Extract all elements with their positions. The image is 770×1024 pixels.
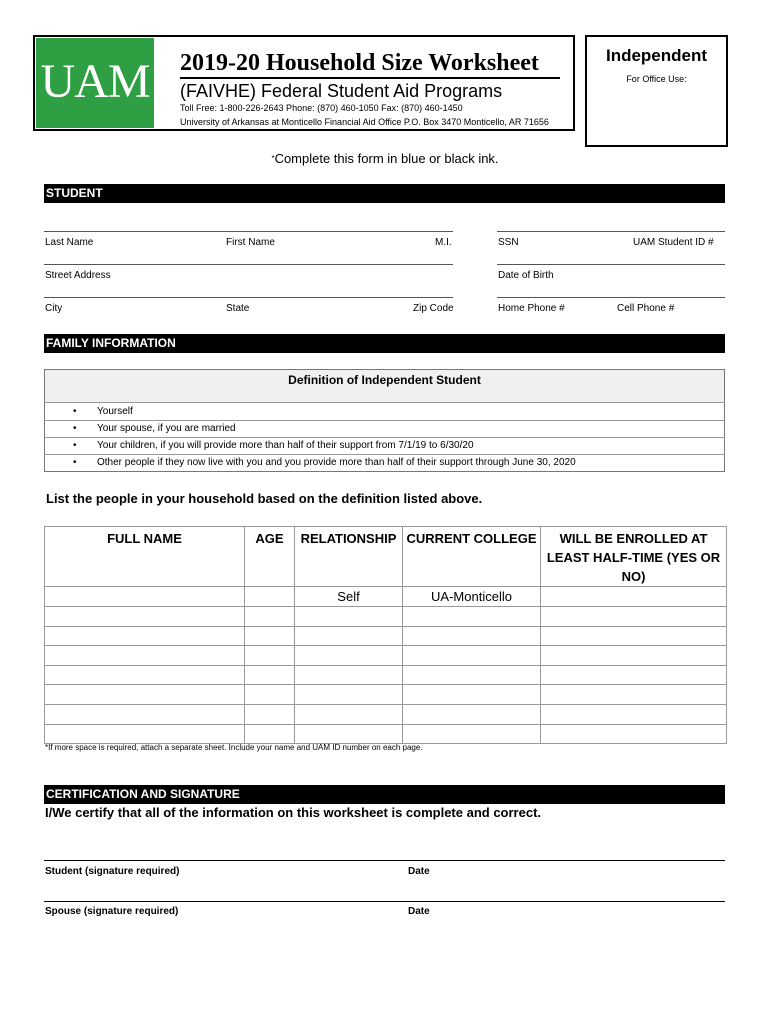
uam-id-label: UAM Student ID # — [633, 237, 714, 248]
table-row — [45, 665, 727, 685]
relationship-cell[interactable] — [295, 685, 403, 705]
age-cell[interactable] — [245, 587, 295, 607]
spouse-signature-line[interactable] — [44, 901, 725, 902]
city-row-line[interactable] — [44, 297, 453, 298]
spouse-date-label: Date — [408, 906, 430, 917]
age-cell[interactable] — [245, 646, 295, 666]
age-cell[interactable] — [245, 685, 295, 705]
contact-address-line: University of Arkansas at Monticello Financial Aid Office P.O. Box 3470 Monticello, AR 71656 — [180, 117, 549, 127]
full-name-cell[interactable] — [45, 607, 245, 627]
age-cell[interactable] — [245, 665, 295, 685]
title-divider — [180, 77, 560, 79]
street-address-label: Street Address — [45, 270, 111, 281]
household-table — [44, 526, 727, 744]
full-name-cell[interactable] — [45, 704, 245, 724]
street-row-line[interactable] — [44, 264, 453, 265]
enrolled-cell[interactable] — [541, 704, 727, 724]
office-use-label: For Office Use: — [626, 74, 687, 84]
last-name-label: Last Name — [45, 237, 94, 248]
relationship-cell[interactable] — [295, 626, 403, 646]
student-section-header: STUDENT — [44, 184, 725, 203]
definition-divider — [44, 402, 725, 403]
college-cell[interactable] — [403, 704, 541, 724]
id-row-line[interactable] — [497, 231, 725, 232]
office-use-title: Independent — [605, 46, 708, 65]
ink-instruction — [0, 151, 770, 167]
college-cell[interactable] — [403, 685, 541, 705]
student-signature-label: Student (signature required) — [45, 866, 180, 877]
state-label: State — [226, 303, 250, 314]
definition-item: Your children, if you will provide more than half of their support from 7/1/19 to 6/30/20 — [97, 440, 474, 451]
student-date-label: Date — [408, 866, 430, 877]
definition-item: Yourself — [97, 406, 133, 417]
college-cell[interactable] — [403, 665, 541, 685]
age-cell[interactable] — [245, 607, 295, 627]
bullet-icon: • — [73, 457, 77, 468]
home-phone-label: Home Phone # — [498, 303, 565, 314]
first-name-label: First Name — [226, 237, 275, 248]
table-row — [45, 704, 727, 724]
definition-divider — [44, 437, 725, 438]
college-cell[interactable] — [403, 626, 541, 646]
relationship-cell[interactable] — [295, 724, 403, 744]
name-row-line[interactable] — [44, 231, 453, 232]
relationship-cell[interactable] — [295, 665, 403, 685]
contact-phone-line: Toll Free: 1-800-226-2643 Phone: (870) 460-1050 Fax: (870) 460-1450 — [180, 103, 463, 113]
relationship-cell[interactable] — [295, 646, 403, 666]
city-label: City — [45, 303, 63, 314]
table-row — [45, 685, 727, 705]
phone-row-line[interactable] — [497, 297, 725, 298]
ink-note-star: * — [271, 154, 275, 163]
college-cell[interactable]: UA-Monticello — [403, 587, 541, 607]
enrolled-cell[interactable] — [541, 685, 727, 705]
age-cell[interactable] — [245, 704, 295, 724]
table-row — [45, 646, 727, 666]
definition-title: Definition of Independent Student — [288, 373, 481, 387]
full-name-cell[interactable] — [45, 665, 245, 685]
ssn-label: SSN — [498, 237, 519, 248]
age-cell[interactable] — [245, 626, 295, 646]
ink-note-text: Complete this form in blue or black ink. — [274, 151, 499, 166]
cell-phone-label: Cell Phone # — [617, 303, 675, 314]
college-cell[interactable] — [403, 607, 541, 627]
relationship-cell[interactable]: Self — [295, 587, 403, 607]
col-header-relationship: RELATIONSHIP — [295, 527, 403, 587]
col-header-full-name: FULL NAME — [45, 527, 245, 587]
bullet-icon: • — [73, 440, 77, 451]
enrolled-cell[interactable] — [541, 665, 727, 685]
enrolled-cell[interactable] — [541, 607, 727, 627]
form-subtitle: (FAIVHE) Federal Student Aid Programs — [180, 81, 503, 101]
dob-row-line[interactable] — [497, 264, 725, 265]
full-name-cell[interactable] — [45, 646, 245, 666]
table-row — [45, 724, 727, 744]
enrolled-cell[interactable] — [541, 626, 727, 646]
form-title: 2019-20 Household Size Worksheet — [180, 50, 539, 76]
col-header-current-college: CURRENT COLLEGE — [403, 527, 541, 587]
enrolled-cell[interactable] — [541, 724, 727, 744]
relationship-cell[interactable] — [295, 607, 403, 627]
full-name-cell[interactable] — [45, 685, 245, 705]
uam-logo-text: UAM — [40, 55, 150, 108]
full-name-cell[interactable] — [45, 626, 245, 646]
col-header-enrolled: WILL BE ENROLLED AT LEAST HALF-TIME (YES OR NO) — [541, 527, 727, 587]
bullet-icon: • — [73, 406, 77, 417]
full-name-cell[interactable] — [45, 724, 245, 744]
table-row — [45, 626, 727, 646]
definition-item: Other people if they now live with you and you provide more than half of their support through June 30, 2020 — [97, 457, 576, 468]
definition-divider — [44, 420, 725, 421]
family-section-header: FAMILY INFORMATION — [44, 334, 725, 353]
student-signature-line[interactable] — [44, 860, 725, 861]
table-row — [45, 607, 727, 627]
college-cell[interactable] — [403, 646, 541, 666]
table-row — [45, 587, 727, 607]
spouse-signature-label: Spouse (signature required) — [45, 906, 179, 917]
zip-label: Zip Code — [413, 303, 454, 314]
dob-label: Date of Birth — [498, 270, 554, 281]
college-cell[interactable] — [403, 724, 541, 744]
table-footnote: *If more space is required, attach a separate sheet. Include your name and UAM ID number on each page. — [45, 743, 423, 752]
bullet-icon: • — [73, 423, 77, 434]
relationship-cell[interactable] — [295, 704, 403, 724]
definition-item: Your spouse, if you are married — [97, 423, 236, 434]
household-list-heading: List the people in your household based on the definition listed above. — [46, 491, 483, 506]
age-cell[interactable] — [245, 724, 295, 744]
enrolled-cell[interactable] — [541, 587, 727, 607]
certification-statement: I/We certify that all of the information on this worksheet is complete and correct. — [45, 805, 542, 820]
mi-label: M.I. — [435, 237, 452, 248]
full-name-cell[interactable] — [45, 587, 245, 607]
enrolled-cell[interactable] — [541, 646, 727, 666]
col-header-age: AGE — [245, 527, 295, 587]
certification-section-header: CERTIFICATION AND SIGNATURE — [44, 785, 725, 804]
definition-divider — [44, 454, 725, 455]
